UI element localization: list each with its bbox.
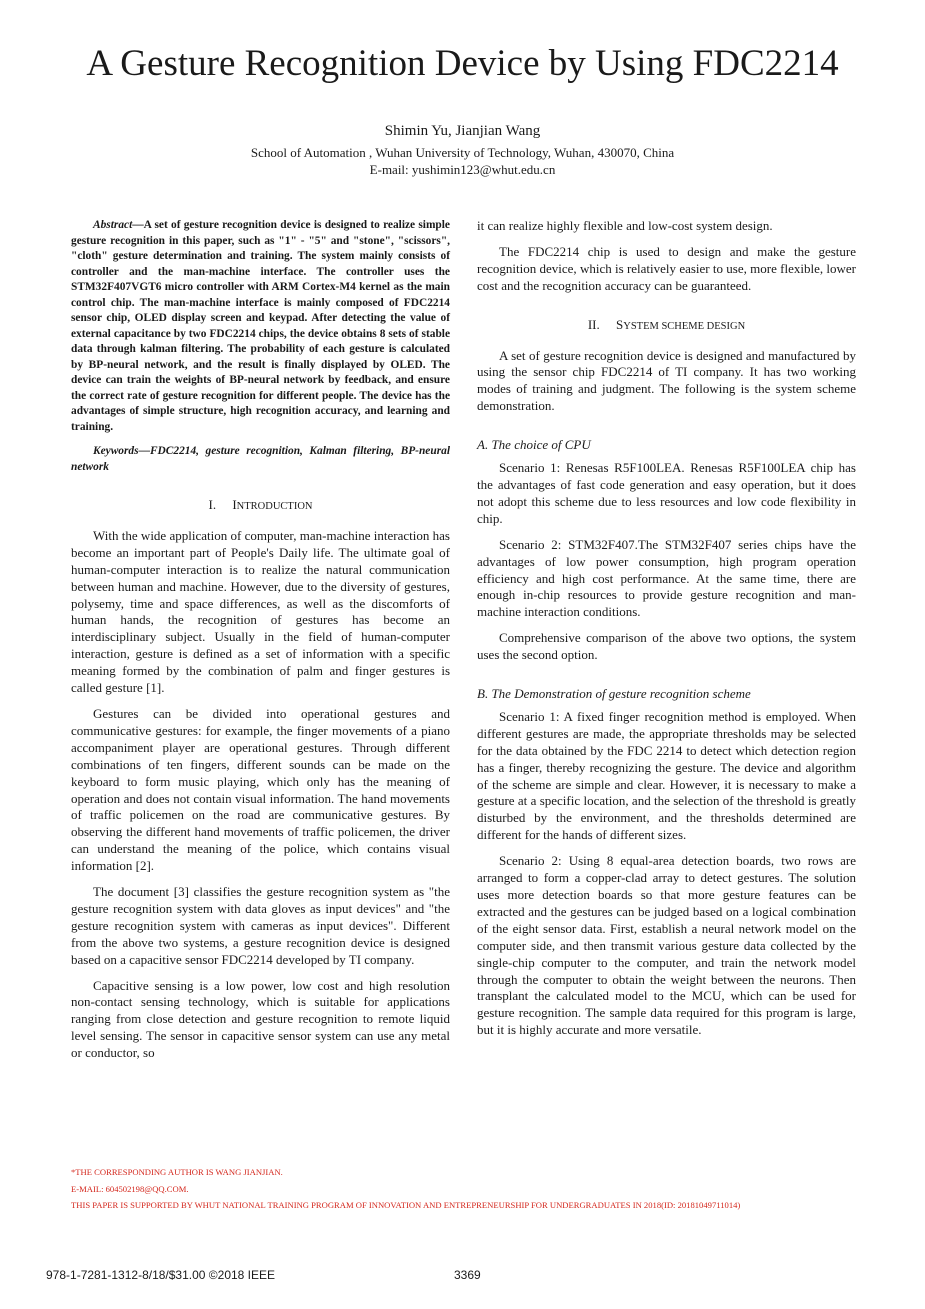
section-number: I.	[208, 497, 217, 512]
left-column	[71, 218, 450, 1071]
paragraph: Scenario 2: STM32F407.The STM32F407 series chips have the advantages of low power consumption, high program operation efficiency and high cost performance. At the same time, there are enough in-chip resources to provide gesture recognition and man-machine interaction conditions.	[477, 536, 856, 620]
subsection-heading-cpu: A. The choice of CPU	[477, 437, 591, 453]
paragraph-continued: it can realize highly flexible and low-cost system design.	[477, 218, 773, 233]
page-number: 3369	[454, 1268, 481, 1282]
paragraph: Scenario 1: Renesas R5F100LEA. Renesas R5F100LEA chip has the advantages of fast code generation and easy operation, but it does not adopt this scheme due to less resources and low code flexibility in chip.	[477, 460, 856, 526]
section-heading-system-scheme	[477, 317, 856, 336]
section-title-rest: YSTEM SCHEME DESIGN	[623, 320, 746, 332]
footnote-email: E-MAIL: 604502198@QQ.COM.	[71, 1184, 189, 1194]
section-title-initial: I	[232, 497, 237, 512]
section-title-rest: NTRODUCTION	[236, 501, 313, 512]
right-column	[477, 218, 856, 1048]
paragraph: The document [3] classifies the gesture recognition system as "the gesture recognition system with data gloves as input devices" and "the gesture recognition system with cameras as input devices". Different from the above two systems, a gesture recognition device is designed based on a capacitive sensor FDC2214 developed by TI company.	[71, 884, 450, 967]
footnote-funding: THIS PAPER IS SUPPORTED BY WHUT NATIONAL TRAINING PROGRAM OF INNOVATION AND ENTREPRENEURSHIP FOR UNDERGRADUATES IN 2018(ID: 20181049711014)	[71, 1200, 741, 1210]
paragraph: A set of gesture recognition device is designed and manufactured by using the sensor chip FDC2214 of TI company. It has two working modes of training and judgment. The following is the system scheme demonstration.	[477, 347, 856, 414]
paragraph: With the wide application of computer, man-machine interaction has become an important part of People's Daily life. The ultimate goal of human-computer interaction is to realize the natural communication between human and machine. However, due to the diversity of gestures, polysemy, time and space differences, as well as the discomforts of human hands, the recognition of gestures has become an interdisciplinary subject. Usually in the field of human-computer interaction, gesture is defined as a set of information with a specific meaning formed by the combination of palm and finger gestures is called gesture [1].	[71, 527, 450, 696]
abstract-dash: —	[132, 219, 144, 231]
paragraph: The FDC2214 chip is used to design and make the gesture recognition device, which is relatively easier to use, more flexible, lower cost and the recognition accuracy can be guaranteed.	[477, 243, 856, 293]
footnote-corresponding-author: *THE CORRESPONDING AUTHOR IS WANG JIANJIAN.	[71, 1167, 283, 1177]
paragraph: Comprehensive comparison of the above two options, the system uses the second option.	[477, 630, 856, 663]
paragraph: Scenario 2: Using 8 equal-area detection boards, two rows are arranged to form a copper-clad array to detect gestures. The solution uses more detection boards so that more gesture features can be extracted and the gestures can be judged based on a logical combination of the eight sensor data. First, establish a neural network model on the computer side, and then transmit various gesture data collected by the single-chip computer to the computer, and train the network model through the computer to obtain the weight between the neurons. Then transplant the calculated model to the MCU, which can be used for gesture recognition. The sample data required for this program is large, but it is highly accurate and more versatile.	[477, 853, 856, 1038]
paragraph: Scenario 1: A fixed finger recognition method is employed. When different gestures are made, the appropriate thresholds may be selected for the data obtained by the FDC 2214 to detect which detection region has a finger, thereby recognizing the gesture. The device and algorithm of the scheme are simple and clear. However, it is necessary to make a gesture at a specific location, and the selection of the threshold is greatly disturbed by the environment, and the thresholds determined are different for the hands of different sizes.	[477, 708, 856, 843]
section-title-initial: S	[616, 316, 624, 332]
paper-title: A Gesture Recognition Device by Using FDC2214	[86, 43, 839, 84]
abstract	[71, 218, 450, 435]
keywords: Keywords—FDC2214, gesture recognition, Kalman filtering, BP-neural network	[71, 445, 450, 473]
abstract-text: A set of gesture recognition device is designed to realize simple gesture recognition in this paper, such as "1" - "5" and "stone", "scissors", "cloth" gesture determination and training. The system mainly consists of controller and the man-machine interface. The controller uses the STM32F407VGT6 micro controller with ARM Cortex-M4 kernel as the main control chip. The man-machine interface is mainly composed of FDC2214 sensor chip, OLED display screen and keypad. After detecting the value of external capacitance by two FDC2214 chips, the device obtains 8 sets of stable data through kalman filtering. The probability of each gesture is calculated by BP-neural network, and the result is finally displayed by OLED. The device can train the weights of BP-neural network by feedback, and ensure the correct rate of gesture recognition for different people. The device has the advantages of simple structure, high recognition accuracy, and learning and training.	[71, 219, 450, 433]
footer-isbn: 978-1-7281-1312-8/18/$31.00 ©2018 IEEE	[46, 1268, 276, 1282]
author-email: E-mail: yushimin123@whut.edu.cn	[369, 162, 556, 177]
paragraph: Capacitive sensing is a low power, low cost and high resolution non-contact sensing technology, which is suitable for applications ranging from close detection and gesture recognition to remote liquid level sensing. The sensor in capacitive sensor system can use any metal or conductor, so	[71, 977, 450, 1061]
section-heading-introduction	[71, 497, 450, 516]
subsection-heading-scheme: B. The Demonstration of gesture recognition scheme	[477, 686, 751, 702]
authors: Shimin Yu, Jianjian Wang	[384, 123, 541, 139]
section-number: II.	[587, 316, 600, 332]
paragraph: Gestures can be divided into operational gestures and communicative gestures: for example, the finger movements of a piano accompaniment player are operational gestures. Through different combinations of ten fingers, different sounds can be made on the keyboard to form music playing, which only has the meaning of operation and does not contain visual information. The hand movements of traffic policemen on the road are communicative gestures. By observing the different hand movements of traffic policemen, the driver can understand the meaning of the police, which contains visual information [2].	[71, 705, 450, 874]
abstract-label: Abstract	[93, 219, 133, 231]
affiliation: School of Automation , Wuhan University of Technology, Wuhan, 430070, China	[250, 145, 675, 160]
